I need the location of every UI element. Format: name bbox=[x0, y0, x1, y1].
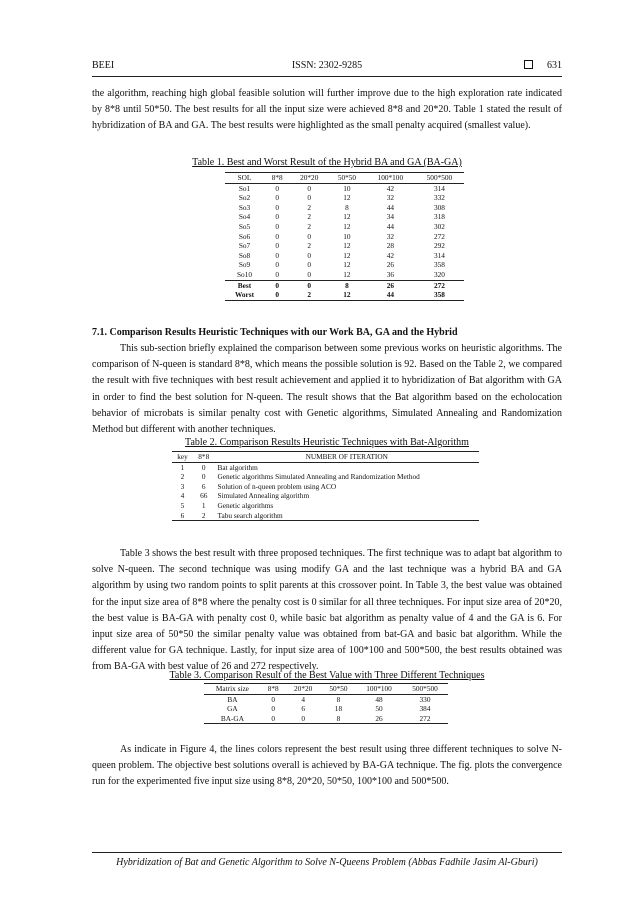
table3-header-cell: 50*50 bbox=[329, 684, 348, 693]
table3-header-cell: 8*8 bbox=[267, 684, 279, 693]
table3-row bbox=[204, 714, 448, 724]
table1-cell: 292 bbox=[433, 241, 445, 251]
table1-cell: 0 bbox=[307, 269, 312, 279]
page-footer: Hybridization of Bat and Genetic Algorithm to Solve N-Queens Problem (Abbas Fadhile Jasim Al-Gburi) bbox=[116, 857, 538, 868]
table1-header-cell: SOL bbox=[237, 173, 252, 182]
table3-cell: 48 bbox=[375, 694, 383, 704]
table1-cell: 8 bbox=[345, 280, 349, 290]
table1-cell: 358 bbox=[433, 290, 445, 300]
table1-cell: 0 bbox=[307, 250, 312, 260]
table1-cell: 10 bbox=[343, 231, 351, 241]
table1-header-cell: 8*8 bbox=[271, 173, 283, 182]
table1-cell: So8 bbox=[238, 250, 251, 260]
table3-cell: 50 bbox=[375, 704, 383, 714]
table1-cell: 0 bbox=[275, 202, 279, 212]
section-paragraph: This sub-section briefly explained the comparison between some previous works on heuristic algorithms. The comparison of N-queen is standard 8*8, which means the possible solution is 92. Based on the Table 2, we compared the result with five techniques with best result achievement and applied it to hybridization of Bat algorithm with GA in order to find the best solution for N-queen. The result shows that the Bat algorithm based on the echolocation behavior of microbats is similar penalty cost with Genetic algorithms, Simulated Annealing and Randomization Method but different with another techniques. bbox=[92, 343, 562, 436]
table2-cell: 1 bbox=[180, 462, 185, 472]
table2-cell: 2 bbox=[201, 510, 206, 520]
table1-cell: 0 bbox=[307, 193, 312, 203]
table1-cell: 0 bbox=[307, 183, 312, 193]
table1 bbox=[225, 172, 464, 301]
table1-cell: 272 bbox=[433, 280, 445, 290]
table1-cell: 0 bbox=[275, 221, 279, 231]
table1-cell: 314 bbox=[433, 250, 445, 260]
table2 bbox=[172, 451, 479, 521]
table3-cell: 0 bbox=[271, 694, 275, 704]
table3-header-cell: 20*20 bbox=[294, 684, 313, 693]
table3-cell: 6 bbox=[301, 704, 305, 714]
table1-cell: 8 bbox=[345, 202, 349, 212]
table1-cell: So6 bbox=[238, 231, 251, 241]
table1-header-cell: 50*50 bbox=[337, 173, 357, 182]
page-header bbox=[92, 60, 562, 76]
table1-cell: 12 bbox=[343, 290, 351, 300]
table1-cell: 0 bbox=[275, 269, 279, 279]
footer-rule bbox=[92, 852, 562, 853]
table2-header-cell: 8*8 bbox=[198, 452, 210, 461]
table2-cell: 3 bbox=[180, 481, 185, 491]
table2-cell: 66 bbox=[200, 491, 208, 501]
table2-cell: 6 bbox=[201, 481, 206, 491]
table3-row bbox=[204, 694, 448, 704]
table1-cell: 12 bbox=[343, 241, 351, 251]
table1-cell: 302 bbox=[433, 221, 445, 231]
table1-cell: So7 bbox=[238, 241, 251, 251]
table1-cell: 42 bbox=[386, 183, 394, 193]
table2-row bbox=[172, 472, 479, 482]
table1-cell: 0 bbox=[307, 231, 312, 241]
table1-header-cell: 500*500 bbox=[426, 173, 453, 182]
intro-paragraph: the algorithm, reaching high global feasible solution will further improve due to the high exploration rate indicated by 8*8 until 50*50. The best results for all the input size were achieved 8*8 and 20*20. Table 1 stated the result of hybridization of BA and GA. The best results were highlighted as the small penalty acquired (smallest value). bbox=[92, 88, 562, 132]
table3-cell: 8 bbox=[336, 713, 341, 723]
table1-cell: 42 bbox=[386, 250, 394, 260]
table1-row bbox=[225, 260, 464, 270]
table1-cell: 44 bbox=[386, 202, 394, 212]
table1-row bbox=[225, 222, 464, 232]
table1-cell: 2 bbox=[307, 241, 312, 251]
table1-cell: 36 bbox=[386, 269, 394, 279]
table2-cell: 0 bbox=[201, 472, 206, 482]
table1-row bbox=[225, 280, 464, 290]
table3-paragraph: Table 3 shows the best result with three proposed techniques. The first technique was to adapt bat algorithm to solve N-queen. The second technique was using modify GA and the last technique was a hybrid BA and GA algorithm by using two random points to split parents at this crossover point. In Table 3, the best value was obtained for the input size area of 8*8 where the penalty cost is 0 similar for all three techniques. For input size area of 20*20, the best value is BA-GA with penalty cost 0, while basic bat algorithm as penalty value of 4 and the GA is 6. For input size area of 50*50 the similar penalty value was obtained from bat-GA and basic bat algorithm. While the different value for GA technique. Lastly, for input size area of 100*100 and 500*500, the best results obtained was from BA-GA with best value of 26 and 272 respectively. bbox=[92, 548, 562, 673]
table2-cell: 5 bbox=[180, 500, 185, 510]
table2-header-cell: NUMBER OF ITERATION bbox=[305, 452, 388, 461]
issn: ISSN: 2302-9285 bbox=[291, 60, 363, 71]
table1-caption: Table 1. Best and Worst Result of the Hybrid BA and GA (BA-GA) bbox=[192, 157, 462, 168]
table3-cell: BA bbox=[227, 694, 238, 704]
table2-cell: Genetic algorithms bbox=[217, 500, 274, 510]
table2-row bbox=[172, 462, 479, 472]
table3-header-cell: Matrix size bbox=[215, 684, 249, 693]
table3 bbox=[204, 683, 448, 724]
table1-cell: 2 bbox=[307, 212, 312, 222]
table2-cell: 1 bbox=[201, 500, 206, 510]
table1-cell: 12 bbox=[343, 260, 351, 270]
table1-row bbox=[225, 203, 464, 213]
table2-cell: 4 bbox=[180, 491, 185, 501]
table1-row bbox=[225, 241, 464, 251]
table1-cell: 12 bbox=[343, 212, 351, 222]
table1-cell: So4 bbox=[238, 212, 251, 222]
table3-cell: 384 bbox=[419, 704, 431, 714]
table1-cell: 12 bbox=[343, 250, 351, 260]
table3-cell: 272 bbox=[419, 713, 431, 723]
table1-cell: 26 bbox=[386, 280, 394, 290]
table1-cell: 12 bbox=[343, 269, 351, 279]
table1-cell: 0 bbox=[275, 280, 279, 290]
table1-header-cell: 20*20 bbox=[300, 173, 319, 182]
table2-row bbox=[172, 501, 479, 511]
table1-cell: 28 bbox=[386, 241, 394, 251]
table3-cell: GA bbox=[227, 704, 238, 714]
table1-cell: 308 bbox=[433, 202, 445, 212]
table1-cell: So9 bbox=[238, 260, 251, 270]
table1-cell: So1 bbox=[238, 183, 251, 193]
table2-header-cell: key bbox=[177, 452, 188, 461]
table1-cell: 44 bbox=[386, 290, 394, 300]
table2-cell: Bat algorithm bbox=[217, 462, 258, 472]
figure-paragraph: As indicate in Figure 4, the lines colors represent the best result using three different techniques to solve N-queen problem. The objective best solutions overall is achieved by BA-GA technique. The fig. plots the convergence run for the experimented five input size using 8*8, 20*20, 50*50, 100*100 and 500*500. bbox=[92, 744, 562, 788]
table3-caption: Table 3. Comparison Result of the Best Value with Three Different Techniques bbox=[169, 670, 485, 681]
table1-cell: Best bbox=[237, 280, 252, 290]
table1-row bbox=[225, 212, 464, 222]
table1-cell: 32 bbox=[386, 231, 394, 241]
table1-cell: 0 bbox=[275, 241, 279, 251]
table1-cell: 2 bbox=[307, 290, 312, 300]
table2-header-row bbox=[172, 452, 479, 463]
table3-cell: 18 bbox=[334, 704, 343, 714]
table1-cell: 34 bbox=[386, 212, 394, 222]
table1-cell: So5 bbox=[238, 221, 251, 231]
table1-cell: 0 bbox=[275, 250, 279, 260]
page-number: 631 bbox=[547, 60, 562, 71]
table2-cell: Simulated Annealing algorithm bbox=[217, 491, 310, 501]
table1-row bbox=[225, 270, 464, 280]
table1-cell: 358 bbox=[433, 260, 445, 270]
table3-cell: 26 bbox=[375, 713, 383, 723]
table2-row bbox=[172, 511, 479, 521]
table1-cell: Worst bbox=[234, 290, 255, 300]
table3-cell: 0 bbox=[301, 713, 305, 723]
table1-cell: 44 bbox=[386, 221, 394, 231]
table1-cell: 12 bbox=[343, 193, 351, 203]
table1-cell: 10 bbox=[343, 183, 351, 193]
journal-name: BEEI bbox=[92, 60, 115, 71]
table1-row bbox=[225, 232, 464, 242]
table1-cell: 32 bbox=[386, 193, 394, 203]
table3-cell: BA-GA bbox=[220, 713, 244, 723]
table3-cell: 330 bbox=[419, 694, 431, 704]
table1-header-row bbox=[225, 173, 464, 184]
table3-header-cell: 500*500 bbox=[412, 684, 438, 693]
table1-header-cell: 100*100 bbox=[377, 173, 404, 182]
table1-cell: 0 bbox=[275, 212, 279, 222]
table2-row bbox=[172, 482, 479, 492]
table2-cell: 0 bbox=[201, 462, 206, 472]
table2-cell: Genetic algorithms Simulated Annealing and Randomization Method bbox=[217, 472, 420, 482]
checkbox-square-icon bbox=[524, 60, 533, 69]
table1-cell: So10 bbox=[236, 269, 252, 279]
table1-row bbox=[225, 193, 464, 203]
table3-cell: 4 bbox=[301, 694, 305, 704]
table1-row bbox=[225, 290, 464, 300]
table1-cell: 0 bbox=[275, 193, 279, 203]
table1-cell: So3 bbox=[238, 202, 251, 212]
table2-cell: Solution of n-queen problem using ACO bbox=[217, 481, 337, 491]
page-number-group bbox=[524, 60, 562, 71]
table1-cell: 26 bbox=[386, 260, 394, 270]
header-rule bbox=[92, 76, 562, 77]
table1-cell: So2 bbox=[238, 193, 251, 203]
table2-caption: Table 2. Comparison Results Heuristic Techniques with Bat-Algorithm bbox=[185, 437, 469, 448]
table1-cell: 0 bbox=[307, 280, 312, 290]
table1-cell: 318 bbox=[433, 212, 445, 222]
table3-header-row bbox=[204, 684, 448, 695]
table3-cell: 0 bbox=[271, 704, 275, 714]
table1-cell: 332 bbox=[433, 193, 445, 203]
table3-cell: 0 bbox=[271, 713, 275, 723]
table1-cell: 12 bbox=[343, 221, 351, 231]
table1-cell: 0 bbox=[275, 183, 279, 193]
table1-cell: 0 bbox=[275, 231, 279, 241]
table2-row bbox=[172, 491, 479, 501]
table3-header-cell: 100*100 bbox=[366, 684, 392, 693]
table1-row bbox=[225, 183, 464, 193]
table1-cell: 0 bbox=[275, 290, 279, 300]
table1-cell: 2 bbox=[307, 221, 312, 231]
table1-cell: 314 bbox=[433, 183, 445, 193]
table2-cell: 6 bbox=[180, 510, 185, 520]
table1-cell: 272 bbox=[433, 231, 445, 241]
table2-cell: 2 bbox=[180, 472, 185, 482]
table1-cell: 0 bbox=[307, 260, 312, 270]
table1-cell: 0 bbox=[275, 260, 279, 270]
table3-cell: 8 bbox=[336, 694, 341, 704]
section-title: 7.1. Comparison Results Heuristic Techniques with our Work BA, GA and the Hybrid bbox=[92, 327, 458, 338]
table1-cell: 2 bbox=[307, 202, 312, 212]
table3-row bbox=[204, 704, 448, 714]
table1-row bbox=[225, 251, 464, 261]
table2-cell: Tabu search algorithm bbox=[217, 510, 283, 520]
table1-cell: 320 bbox=[433, 269, 445, 279]
